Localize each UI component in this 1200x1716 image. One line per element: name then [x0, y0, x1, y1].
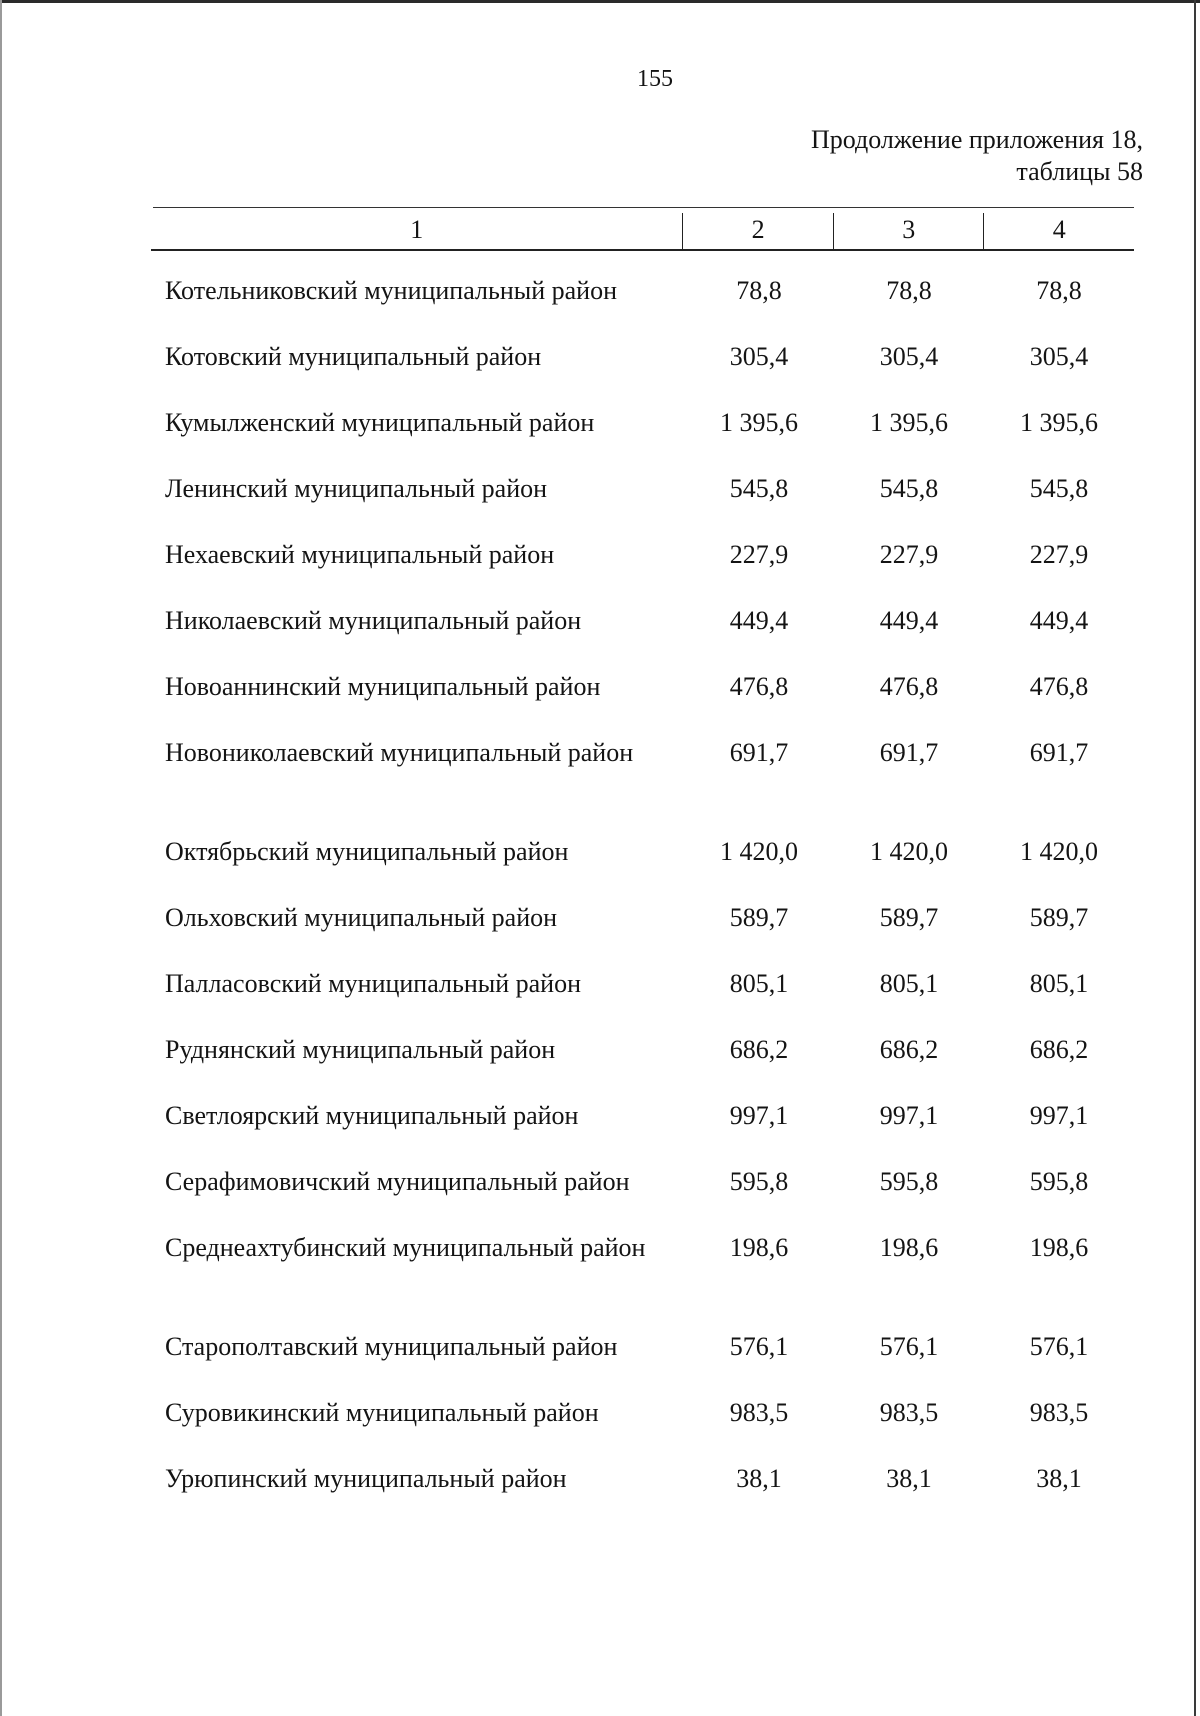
column-header-1: 1: [410, 215, 424, 244]
table-row: [151, 275, 1134, 341]
value-col-2: 1 395,6: [720, 408, 798, 437]
value-col-2: 198,6: [729, 1233, 789, 1262]
district-name: Ленинский муниципальный район: [165, 474, 548, 503]
value-col-2: 691,7: [729, 738, 789, 767]
district-name: Суровикинский муниципальный район: [165, 1398, 599, 1427]
district-name: Октябрьский муниципальный район: [165, 837, 569, 866]
value-col-2: 476,8: [729, 672, 789, 701]
value-col-4: 686,2: [1029, 1035, 1089, 1064]
table-body: [151, 275, 1134, 1529]
value-col-4: 227,9: [1029, 540, 1089, 569]
value-col-4: 78,8: [1036, 276, 1082, 305]
table-row: [151, 1331, 1134, 1397]
value-col-2: 227,9: [729, 540, 789, 569]
value-col-2: 576,1: [729, 1332, 789, 1361]
value-col-3: 476,8: [879, 672, 939, 701]
value-col-3: 305,4: [879, 342, 939, 371]
value-col-4: 595,8: [1029, 1167, 1089, 1196]
value-col-4: 983,5: [1029, 1398, 1089, 1427]
value-col-4: 38,1: [1036, 1464, 1082, 1493]
value-col-3: 576,1: [879, 1332, 939, 1361]
value-col-2: 1 420,0: [720, 837, 798, 866]
district-name: Котовский муниципальный район: [165, 342, 542, 371]
district-name: Светлоярский муниципальный район: [165, 1101, 579, 1130]
value-col-3: 198,6: [879, 1233, 939, 1262]
value-col-4: 1 395,6: [1020, 408, 1098, 437]
continuation-caption: [811, 124, 1143, 188]
value-col-3: 545,8: [879, 474, 939, 503]
table-row: [151, 1100, 1134, 1166]
value-col-2: 78,8: [736, 276, 782, 305]
value-col-2: 983,5: [729, 1398, 789, 1427]
value-col-3: 997,1: [879, 1101, 939, 1130]
value-col-3: 227,9: [879, 540, 939, 569]
value-col-2: 449,4: [729, 606, 789, 635]
value-col-4: 997,1: [1029, 1101, 1089, 1130]
table-row: [151, 1166, 1134, 1232]
district-name: Новоаннинский муниципальный район: [165, 672, 601, 701]
district-name: Кумылженский муниципальный район: [165, 408, 595, 437]
table-row: [151, 341, 1134, 407]
value-col-4: 805,1: [1029, 969, 1089, 998]
value-col-4: 449,4: [1029, 606, 1089, 635]
value-col-3: 595,8: [879, 1167, 939, 1196]
district-name: Ольховский муниципальный район: [165, 903, 558, 932]
value-col-4: 198,6: [1029, 1233, 1089, 1262]
scan-edge-top: [0, 0, 1200, 3]
column-header-3: 3: [833, 213, 984, 249]
scan-edge-left: [0, 0, 2, 1716]
value-col-4: 1 420,0: [1020, 837, 1098, 866]
district-name: Руднянский муниципальный район: [165, 1035, 556, 1064]
table-row: [151, 968, 1134, 1034]
value-col-2: 38,1: [736, 1464, 782, 1493]
table-row: [151, 737, 1134, 836]
value-col-2: 545,8: [729, 474, 789, 503]
district-name: Котельниковский муниципальный район: [165, 276, 617, 305]
value-col-3: 78,8: [886, 276, 932, 305]
value-col-4: 691,7: [1029, 738, 1089, 767]
value-col-2: 595,8: [729, 1167, 789, 1196]
value-col-3: 38,1: [886, 1464, 932, 1493]
district-name: Урюпинский муниципальный район: [165, 1464, 567, 1493]
value-col-3: 1 395,6: [870, 408, 948, 437]
table-row: [151, 407, 1134, 473]
table-row: [151, 473, 1134, 539]
value-col-4: 305,4: [1029, 342, 1089, 371]
scan-edge-right: [1194, 0, 1196, 1716]
table-row: [151, 1463, 1134, 1529]
value-col-3: 686,2: [879, 1035, 939, 1064]
table-header-row: [151, 213, 1134, 251]
value-col-2: 805,1: [729, 969, 789, 998]
table-top-rule: [153, 207, 1134, 208]
column-header-4: 4: [983, 213, 1134, 249]
column-header-2: 2: [682, 213, 833, 249]
value-col-3: 983,5: [879, 1398, 939, 1427]
page-number: 155: [637, 66, 673, 92]
value-col-4: 476,8: [1029, 672, 1089, 701]
district-name: Старополтавский муниципальный район: [165, 1332, 618, 1361]
district-name: Серафимовичский муниципальный район: [165, 1167, 630, 1196]
value-col-3: 449,4: [879, 606, 939, 635]
table-row: [151, 1034, 1134, 1100]
value-col-2: 686,2: [729, 1035, 789, 1064]
table-row: [151, 671, 1134, 737]
value-col-2: 997,1: [729, 1101, 789, 1130]
value-col-2: 589,7: [729, 903, 789, 932]
district-name: Новониколаевский муниципальный район: [165, 738, 634, 767]
table-row: [151, 605, 1134, 671]
value-col-3: 1 420,0: [870, 837, 948, 866]
district-name: Палласовский муниципальный район: [165, 969, 581, 998]
district-name: Николаевский муниципальный район: [165, 606, 582, 635]
value-col-3: 589,7: [879, 903, 939, 932]
table-row: [151, 539, 1134, 605]
value-col-3: 691,7: [879, 738, 939, 767]
value-col-3: 805,1: [879, 969, 939, 998]
table-row: [151, 902, 1134, 968]
district-name: Нехаевский муниципальный район: [165, 540, 555, 569]
value-col-4: 589,7: [1029, 903, 1089, 932]
table-row: [151, 1232, 1134, 1331]
continuation-line-2: таблицы 58: [1016, 157, 1143, 186]
table-row: [151, 836, 1134, 902]
table-row: [151, 1397, 1134, 1463]
district-name: Среднеахтубинский муниципальный район: [165, 1233, 646, 1262]
value-col-2: 305,4: [729, 342, 789, 371]
value-col-4: 576,1: [1029, 1332, 1089, 1361]
continuation-line-1: Продолжение приложения 18,: [810, 125, 1143, 154]
value-col-4: 545,8: [1029, 474, 1089, 503]
